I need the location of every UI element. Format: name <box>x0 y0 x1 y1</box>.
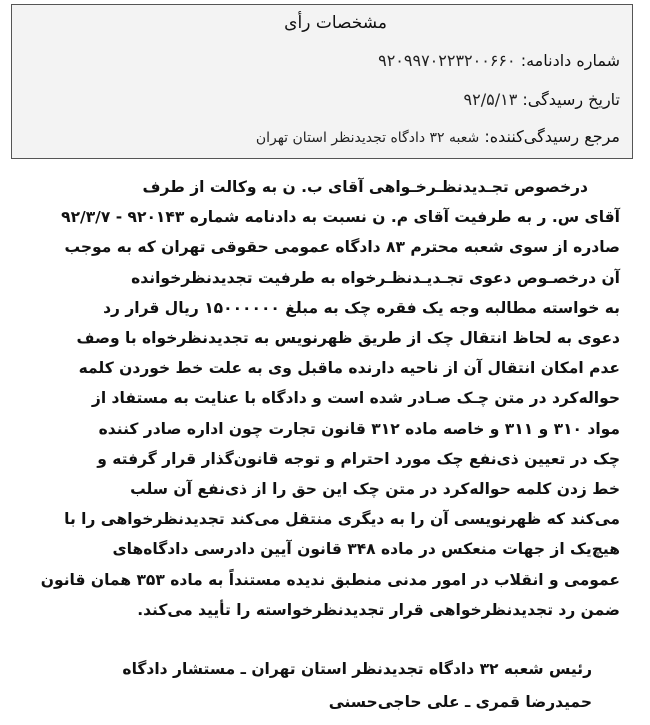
body-line: آن درخصـوص دعوی تجـدیـدنظـرخواه به طرفیت تجدیدنظرخوانده <box>131 268 620 287</box>
body-line: دعوی به لحاظ انتقال چک از طریق ظهرنویس به تجدیدنظرخواه با وصف <box>76 329 620 348</box>
signature-names: حمیدرضا قمری ـ علی حاجی‌حسنی <box>328 693 592 711</box>
body-line: درخصوص تجـدیدنظـرخـواهی آقای ب. ن به وکالت از طرف <box>142 178 588 196</box>
verdict-number-value: ۹۲۰۹۹۷۰۲۲۳۲۰۰۶۶۰ <box>378 51 516 70</box>
authority-row <box>256 127 620 146</box>
verdict-body <box>30 172 620 625</box>
body-line: ضمن رد تجدیدنظرخواهی قرار تجدیدنظرخواسته را تأیید می‌کند. <box>137 600 620 619</box>
body-line: صادره از سوی شعبه محترم ۸۳ دادگاه عمومی حقوقی تهران که به موجب <box>64 238 620 257</box>
verdict-number-label: شماره دادنامه: <box>520 51 620 70</box>
verdict-details-box <box>11 4 633 159</box>
signature-title: رئیس شعبه ۳۲ دادگاه تجدیدنظر استان تهران ـ مستشار دادگاه <box>122 660 592 678</box>
body-line: عمومی و انقلاب در امور مدنی منطبق ندیده مستنداً به ماده ۳۵۳ همان قانون <box>40 570 620 589</box>
review-date-value: ۹۲/۵/۱۳ <box>463 90 518 109</box>
review-date-label: تاریخ رسیدگی: <box>522 90 620 109</box>
body-line: مواد ۳۱۰ و ۳۱۱ و خاصه ماده ۳۱۲ قانون تجارت چون اداره صادر کننده <box>98 419 620 438</box>
verdict-number-row <box>378 51 620 70</box>
verdict-details-title: مشخصات رأی <box>284 13 387 33</box>
body-line: حواله‌کرد در متن چـک صـادر شده است و دادگاه با عنایت به مستفاد از <box>91 389 620 408</box>
authority-value: شعبه ۳۲ دادگاه تجدیدنظر استان تهران <box>255 130 480 146</box>
review-date-row <box>464 90 620 109</box>
authority-label: مرجع رسیدگی‌کننده: <box>484 127 620 146</box>
body-line: به خواسته مطالبه وجه یک فقره چک به مبلغ ۱۵۰۰۰۰۰۰ ریال قرار رد <box>103 298 620 317</box>
body-line: می‌کند که ظهرنویسی آن را به دیگری منتقل می‌کند تجدیدنظرخواهی را با <box>64 510 620 529</box>
body-line: خط زدن کلمه حواله‌کرد در متن چک این حق را از ذی‌نفع آن سلب <box>130 480 620 499</box>
body-line: هیچ‌یک از جهات منعکس در ماده ۳۴۸ قانون آیین دادرسی دادگاه‌های <box>112 540 620 559</box>
body-line: آقای س. ر به طرفیت آقای م. ن نسبت به دادنامه شماره ۹۲۰۱۴۳ - ۹۲/۳/۷ <box>61 208 620 227</box>
body-line: چک در تعیین ذی‌نفع چک مورد احترام و توجه قانون‌گذار قرار گرفته و <box>97 449 620 468</box>
body-line: عدم امکان انتقال آن از ناحیه دارنده ماقبل وی به علت خط خوردن کلمه <box>78 359 620 378</box>
